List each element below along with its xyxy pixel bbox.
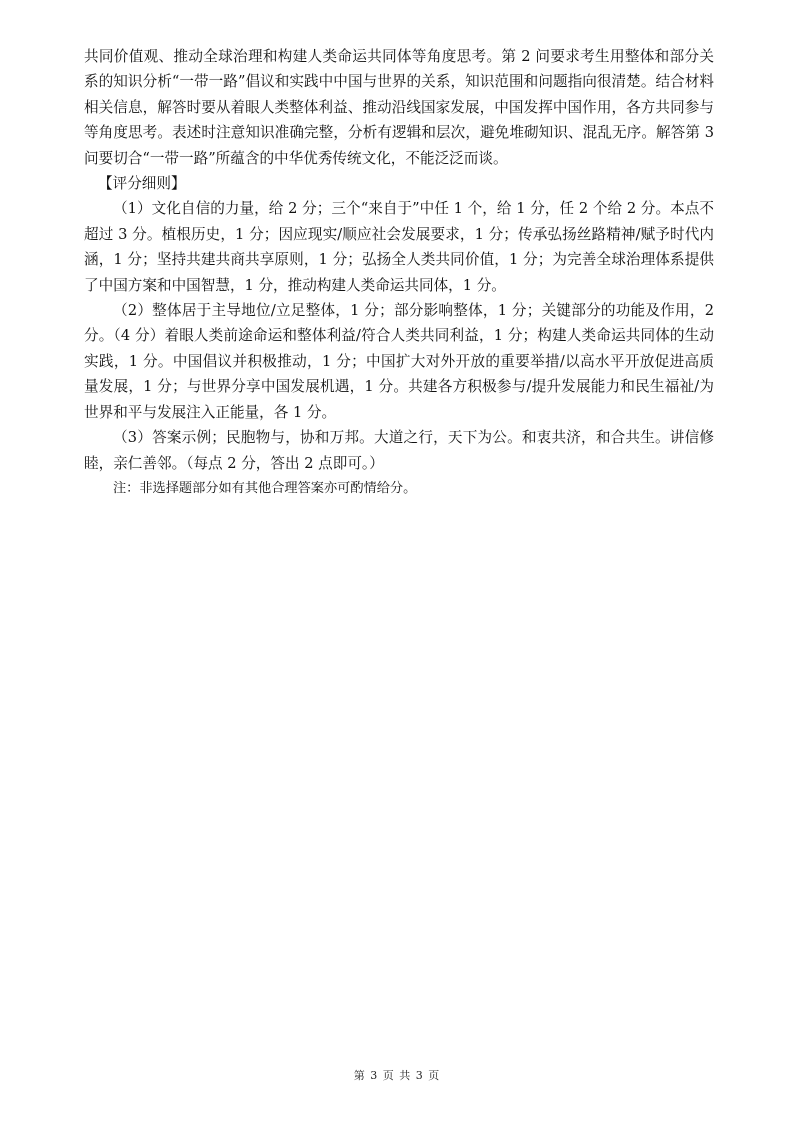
scoring-note: 注：非选择题部分如有其他合理答案亦可酌情给分。 [113, 480, 417, 496]
scoring-item-3: （3）答案示例；民胞物与，协和万邦。大道之行，天下为公。和衷共济，和合共生。讲信修睦，亲仁善邻。（每点 2 分，答出 2 点即可。） [84, 429, 714, 472]
scoring-item-2: （2）整体居于主导地位/立足整体，1 分；部分影响整体，1 分；关键部分的功能及作用，2 分。（4 分）着眼人类前途命运和整体利益/符合人类共同利益，1 分；构建人类命运共同体的生动实践，1 分。中国倡议并积极推动，1 分；中国扩大对外开放的重要举措/以高水平开放促进高质量发展，1 分；与世界分享中国发展机遇，1 分。共建各方积极参与/提升发展能力和民生福祉/为世界和平与发展注入正能量，各 1 分。 [84, 302, 714, 421]
analysis-paragraph: 共同价值观、推动全球治理和构建人类命运共同体等角度思考。第 2 问要求考生用整体和部分关系的知识分析“一带一路”倡议和实践中中国与世界的关系，知识范围和问题指向很清楚。结合材料相关信息，解答时要从着眼人类整体利益、推动沿线国家发展，中国发挥中国作用，各方共同参与等角度思考。表述时注意知识准确完整，分析有逻辑和层次，避免堆砌知识、混乱无序。解答第 3 问要切合“一带一路”所蕴含的中华优秀传统文化，不能泛泛而谈。 [84, 48, 714, 167]
document-body [84, 44, 714, 501]
scoring-rules-heading: 【评分细则】 [98, 175, 186, 193]
page-number-footer: 第 3 页 共 3 页 [353, 1069, 441, 1082]
scoring-item-1: （1）文化自信的力量，给 2 分；三个“来自于”中任 1 个，给 1 分，任 2 个给 2 分。本点不超过 3 分。植根历史，1 分；因应现实/顺应社会发展要求，1 分；传承弘扬丝路精神/赋予时代内涵，1 分；坚持共建共商共享原则，1 分；弘扬全人类共同价值，1 分；为完善全球治理体系提供了中国方案和中国智慧，1 分，推动构建人类命运共同体，1 分。 [84, 200, 714, 294]
